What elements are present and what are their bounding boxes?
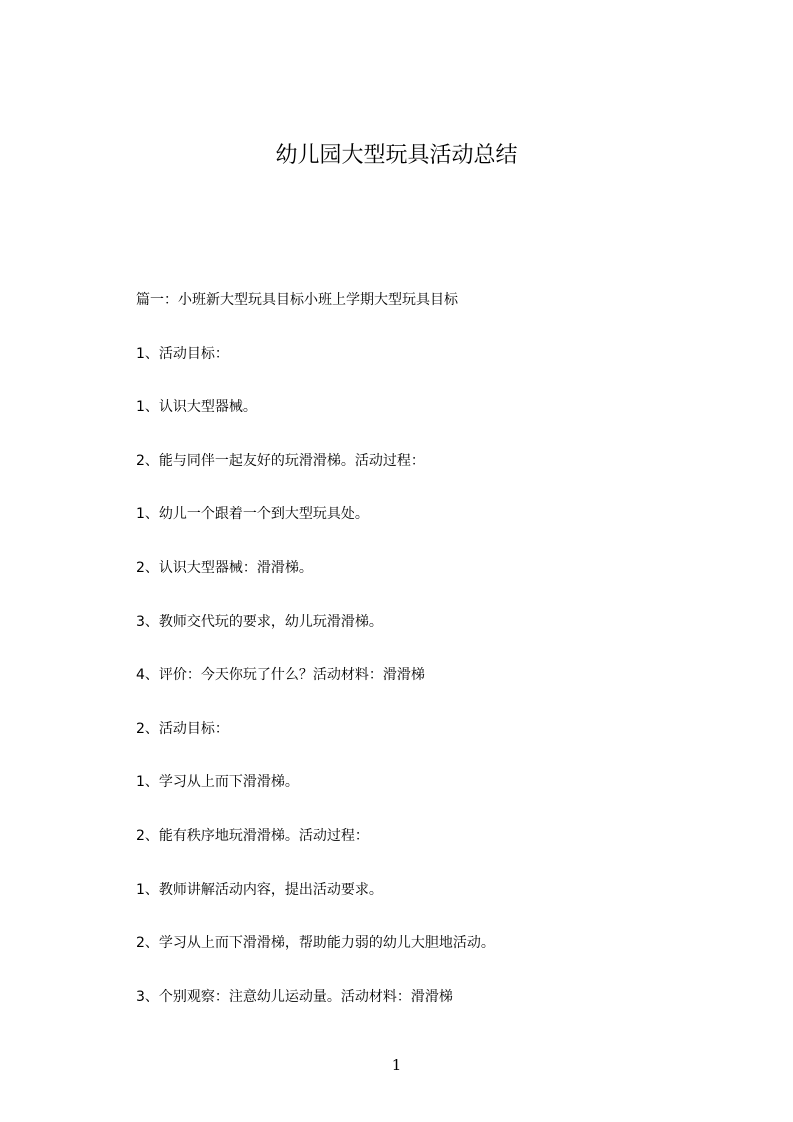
text-line: 篇一：小班新大型玩具目标小班上学期大型玩具目标: [136, 292, 458, 308]
text-line: 2、能有秩序地玩滑滑梯。活动过程：: [136, 827, 369, 844]
text-line: 4、评价：今天你玩了什么？活动材料：滑滑梯: [136, 667, 425, 684]
text-line: 1、学习从上而下滑滑梯。: [136, 774, 299, 791]
text-line: 1、认识大型器械。: [136, 399, 257, 416]
page-number: 1: [391, 1056, 402, 1074]
text-line: 3、个别观察：注意幼儿运动量。活动材料：滑滑梯: [136, 988, 453, 1005]
text-line: 2、学习从上而下滑滑梯，帮助能力弱的幼儿大胆地活动。: [136, 935, 495, 952]
text-line: 3、教师交代玩的要求，幼儿玩滑滑梯。: [136, 613, 383, 630]
text-line: 1、教师讲解活动内容，提出活动要求。: [136, 881, 383, 898]
text-line: 2、认识大型器械：滑滑梯。: [136, 559, 313, 576]
text-line: 2、能与同伴一起友好的玩滑滑梯。活动过程：: [136, 452, 425, 469]
text-line: 1、幼儿一个跟着一个到大型玩具处。: [136, 506, 369, 523]
text-line: 2、活动目标：: [136, 720, 229, 737]
document-title: 幼儿园大型玩具活动总结: [275, 143, 518, 168]
document-body: [136, 286, 696, 1036]
text-line: 1、活动目标：: [136, 345, 229, 362]
